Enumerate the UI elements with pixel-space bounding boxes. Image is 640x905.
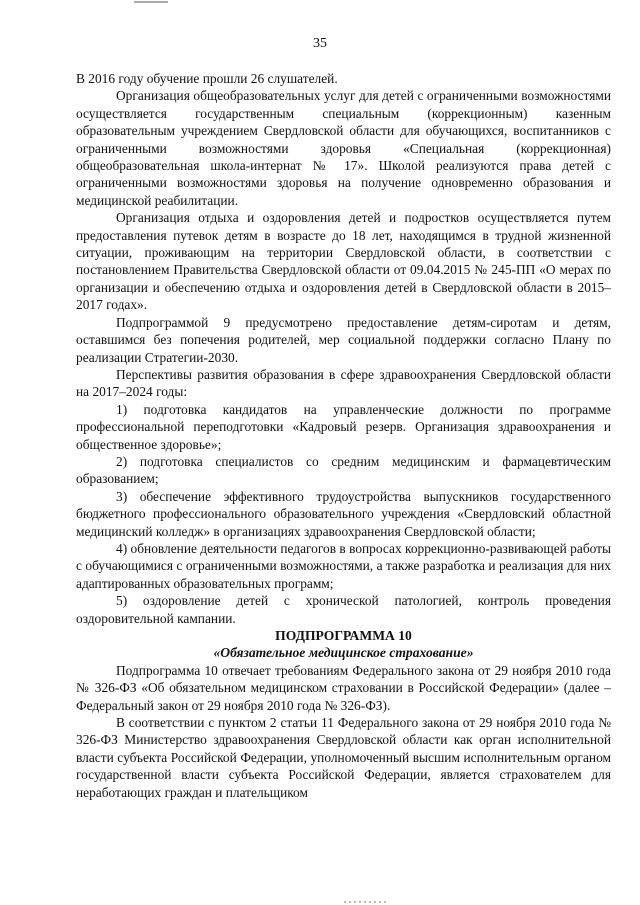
paragraph: В 2016 году обучение прошли 26 слушателей. <box>76 71 338 86</box>
list-item: 3) обеспечение эффективного трудоустройства выпускников государственного бюджетного профессионального образовательного учреждения «Свердловский областной медицинский колледж» в организациях здравоохранения Свердловской области; <box>76 488 611 539</box>
document-body <box>76 70 611 801</box>
list-item: 4) обновление деятельности педагогов в вопросах коррекционно-развивающей работы с обучающимися с ограниченными возможностями, а также разработка и реализация для них адаптированных образовательных программ; <box>76 540 611 591</box>
paragraph: Перспективы развития образования в сфере здравоохранения Свердловской области на 2017–2024 годы: <box>76 366 611 400</box>
paragraph: Организация общеобразовательных услуг для детей с ограниченными возможностями осуществляется государственным специальным (коррекционным) казенным образовательным учреждением Свердловской области для обучающихся, воспитанников с ограниченными возможностями здоровья «Специальная (коррекционная) общеобразовательная школа-интернат № 17». Школой реализуются права детей с ограниченными возможностями здоровья на получение одновременно образования и медицинской реабилитации. <box>76 88 611 208</box>
paragraph: Подпрограммой 9 предусмотрено предоставление детям-сиротам и детям, оставшимся без попечения родителей, мер социальной поддержки согласно Плану по реализации Стратегии-2030. <box>76 314 611 365</box>
paragraph: Организация отдыха и оздоровления детей и подростков осуществляется путем предоставления путевок детям в возрасте до 18 лет, находящимся в трудной жизненной ситуации, проживающим на территории Свердловской области, в соответствии с постановлением Правительства Свердловской области от 09.04.2015 № 245-ПП «О мерах по организации и обеспечению отдыха и оздоровления детей в Свердловской области в 2015–2017 годах». <box>76 210 611 313</box>
paragraph: Подпрограмма 10 отвечает требованиям Федерального закона от 29 ноября 2010 года № 326-ФЗ «Об обязательном медицинском страховании в Российской Федерации» (далее – Федеральный закон от 29 ноября 2010 года № 326-ФЗ). <box>76 662 611 713</box>
paragraph: В соответствии с пунктом 2 статьи 11 Федерального закона от 29 ноября 2010 года № 326-ФЗ Министерство здравоохранения Свердловской области как орган исполнительной власти субъекта Российской Федерации, уполномоченный высшим исполнительным органом государственной власти субъекта Российской Федерации, является страхователем для неработающих граждан и плательщиком <box>76 715 611 800</box>
list-item: 1) подготовка кандидатов на управленческие должности по программе профессиональной переподготовки «Кадровый резерв. Организация здравоохранения и общественное здоровье»; <box>76 401 611 452</box>
section-title: ПОДПРОГРАММА 10 <box>275 628 412 643</box>
section-subtitle: «Обязательное медицинское страхование» <box>213 645 474 661</box>
page-number: 35 <box>313 36 327 51</box>
list-item: 5) оздоровление детей с хронической патологией, контроль проведения оздоровительной кампании. <box>76 593 611 626</box>
list-item: 2) подготовка специалистов со средним медицинским и фармацевтическим образованием; <box>76 453 611 487</box>
